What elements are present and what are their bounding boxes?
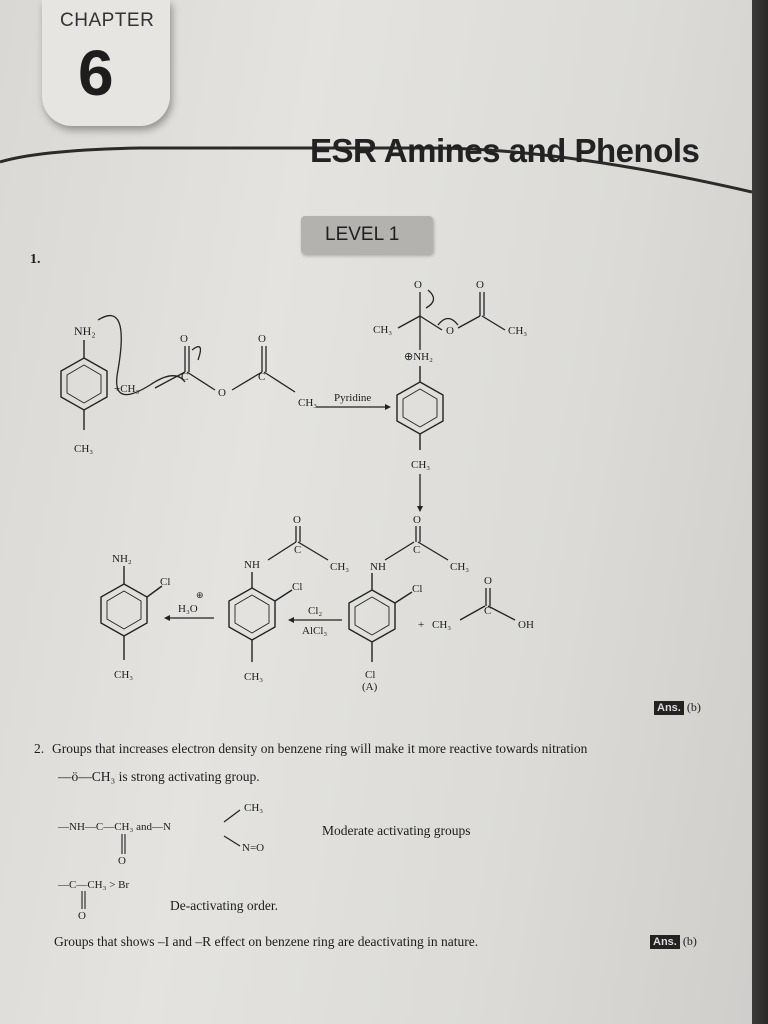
final-nh2: NH₂ [112,553,132,565]
benzene-ring-2 [397,366,443,450]
q2-answer [650,934,697,949]
pyridine-label: Pyridine [334,392,372,404]
nh2-label: NH₂ [74,324,96,338]
intermediate-o-top: O [414,279,422,291]
ch3-label: CH₃ [74,443,94,455]
ring-a-cl: Cl [412,583,423,595]
acid-c: C [484,605,492,617]
q2-answer-value: (b) [682,934,697,948]
h3o-charge: ⊕ [196,590,204,600]
benzene-ring-a [349,573,412,662]
compound-a-label: (A) [362,681,378,693]
q2-deact-carbonyl-o: O [78,910,86,922]
acid-ch3: CH₃ [432,619,452,631]
middle-nh: NH [244,559,260,571]
chapter-title: ESR Amines and Phenols [310,132,700,169]
ring2-ch3: CH₃ [411,459,431,471]
middle-o: O [293,514,301,526]
level-label: LEVEL 1 [325,224,400,245]
q2-conclusion: Groups that shows –I and –R effect on benzene ring are deactivating in nature. [54,934,479,949]
intermediate-ch3-right: CH₃ [508,325,528,337]
q2-ch3-top: CH₃ [244,802,264,814]
q2-deact-label: De-activating order. [170,898,278,913]
chapter-number: 6 [78,37,114,109]
cl2-label: Cl₂ [308,605,323,617]
final-cl: Cl [160,576,171,588]
middle-cl: Cl [292,581,303,593]
product-o: O [413,514,421,526]
q1-answer-value: (b) [686,700,701,714]
intermediate-o-carbonyl: O [476,279,484,291]
q1-answer [654,700,701,715]
intermediate-nh2-plus: ⊕NH₂ [404,351,433,363]
acid-oh: OH [518,619,534,631]
anhydride-c1: C [181,371,189,383]
intermediate-o-bridge: O [446,325,454,337]
page-edge [752,0,768,1024]
middle-ch3-bottom: CH₃ [244,671,264,683]
question-2-number: 2. [34,741,45,756]
intermediate-ch3-left: CH₃ [373,324,393,336]
anhydride-o1: O [180,333,188,345]
final-ch3: CH₃ [114,669,134,681]
anhydride-bridge-o: O [218,387,226,399]
middle-c: C [294,544,302,556]
q2-nitroso: N=O [242,842,265,854]
anhydride-o2: O [258,333,266,345]
mechanism-arrow-1 [98,316,185,395]
q2-answer-badge: Ans. [650,935,680,949]
q2-deact-formula: —C—CH₃ > Br [58,879,130,891]
product-c: C [413,544,421,556]
acid-o: O [484,575,492,587]
anhydride-ch3: +CH₃ [114,383,140,395]
alcl3-label: AlCl₃ [302,625,328,637]
tetrahedral-intermediate [398,290,505,350]
anhydride-ch3-end: CH₃ [298,397,318,409]
product-nh: NH [370,561,386,573]
chapter-label: CHAPTER [60,10,155,31]
question-2-text: Groups that increases electron density on benzene ring will make it more reactive towards nitration [52,741,588,756]
q2-moderate-formula: —NH—C—CH₃ and—N [58,821,171,833]
q1-reaction-scheme [0,270,752,720]
question-1-number: 1. [30,252,41,267]
benzene-ring-1 [61,340,107,430]
middle-ch3: CH₃ [330,561,350,573]
plus-sign: + [418,619,425,631]
h3o-label: H₃O [178,603,198,615]
ring-a-cl-bottom: Cl [365,669,376,681]
q1-answer-badge: Ans. [654,701,684,715]
q2-moderate-label: Moderate activating groups [322,823,471,838]
q2-strong-activating: —ö—CH₃ is strong activating group. [58,769,260,784]
q2-bonds [200,806,260,876]
acetic-anhydride [155,346,295,392]
product-ch3: CH₃ [450,561,470,573]
benzene-ring-middle [229,572,292,662]
q2-moderate-carbonyl-o: O [118,855,126,867]
anhydride-c2: C [258,371,266,383]
benzene-ring-final [101,566,162,660]
